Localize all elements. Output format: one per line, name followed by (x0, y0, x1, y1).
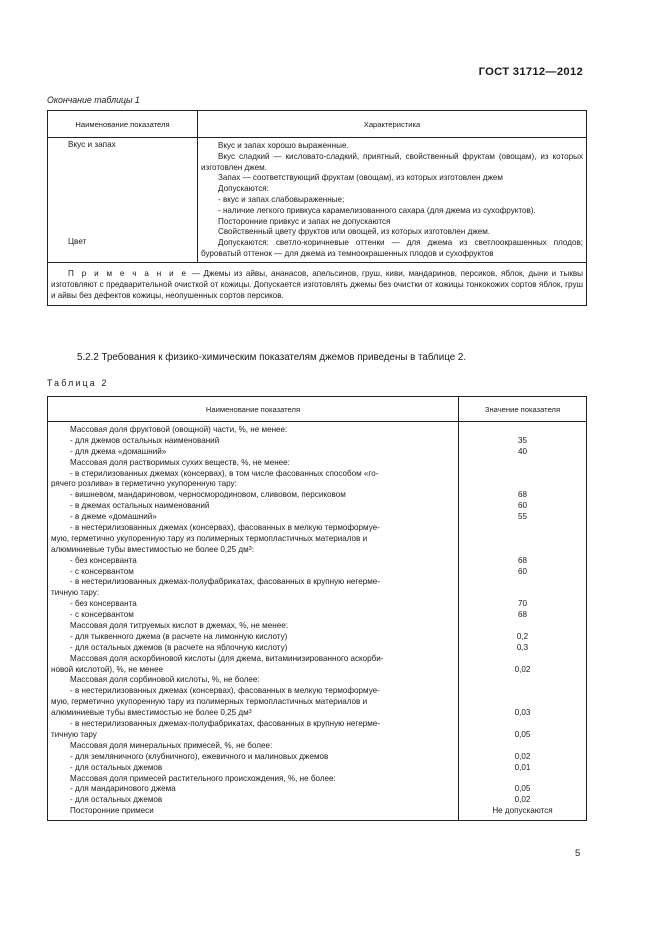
table2-row-name-text: Массовая доля фруктовой (овощной) части, %, не менее: (70, 425, 288, 434)
table1-caption: Окончание таблицы 1 (47, 95, 140, 105)
table2-row-name-text: - в джеме «домашний» (70, 512, 157, 522)
table2-row-name-text: Массовая доля аскорбиновой кислоты (для джема, витаминизированного аскорби- (70, 653, 384, 663)
table2-row-name (51, 523, 455, 534)
table1-taste-line: - вкус и запах слабовыраженные; (218, 194, 345, 204)
table1-note-label: П р и м е ч а н и е (68, 268, 189, 278)
table1-taste-line: Вкус сладкий — кисловато-сладкий, приятный, свойственный фруктам (овощам), из которых изготовлен джем. (201, 151, 583, 172)
table1-taste-line: Посторонние привкус и запах не допускаются (218, 216, 391, 226)
table2-row-name (51, 567, 455, 578)
table2-row-value: 60 (517, 501, 527, 511)
table2-row-value: 0,05 (514, 784, 531, 794)
table2-row-value (459, 534, 586, 545)
table2-row-name (51, 588, 455, 599)
table2-row-name-text: - для остальных джемов (70, 795, 163, 805)
table2-row-value (459, 425, 586, 436)
table2-row-value: 68 (517, 610, 527, 620)
table2-row-name-text: - без консерванта (70, 555, 137, 565)
table2-row-value (459, 479, 586, 490)
table2-row-value: 0,02 (514, 795, 531, 805)
table2-row-value: 0,01 (514, 762, 531, 772)
table2-row-value: 0,2 (516, 631, 529, 641)
table2-row-name (51, 730, 455, 741)
table2-row-value: 70 (517, 599, 527, 609)
table2-row-name (51, 665, 455, 676)
table2-row-value (459, 774, 586, 785)
table2-row-name-text: - вишневом, мандариновом, черносмородиновом, сливовом, персиковом (70, 490, 346, 500)
table1-row-taste-name: Вкус и запах (68, 140, 116, 149)
table2-row-name-text: Массовая доля минеральных примесей, %, не более: (70, 740, 273, 750)
table2-row-name-text: - в стерилизованных джемах (консервах), в том числе фасованных способом «го- (70, 468, 379, 478)
table2-row-name (51, 621, 455, 632)
table1-name-cell (48, 138, 198, 263)
table2-row-value: 60 (517, 566, 527, 576)
table2-row-value (459, 621, 586, 632)
table2-row-name (51, 763, 455, 774)
table2-row-value (459, 588, 586, 599)
table2-row-value: 0,05 (514, 729, 531, 739)
table2-row-name-text: - для тыквенного джема (в расчете на лимонную кислоту) (70, 631, 288, 641)
page-number: 5 (575, 848, 581, 859)
table2-row-name (51, 632, 455, 643)
table1-color-line: Допускаются: светло-коричневые оттенки — для джема из светлоокрашенных плодов; буроватый оттенок — для джема из темноокрашенных плодов и сухофруктов (201, 238, 583, 258)
table1-taste-line: Допускаются: (218, 184, 269, 194)
standard-code: ГОСТ 31712—2012 (478, 66, 583, 78)
table2-row-name-text: мую, герметично укупоренную тару из полимерных термопластичных материалов и (51, 697, 368, 707)
table2-row-name (51, 697, 455, 708)
table2-row-name (51, 556, 455, 567)
table2-row-name-text: Массовая доля титруемых кислот в джемах, %, не менее: (70, 621, 288, 631)
table2-row-name-text: - в нестерилизованных джемах (консервах), фасованных в мелкую термоформуе- (70, 686, 380, 696)
table2-row-name-text: - с консервантом (70, 610, 134, 620)
table2-row-value (459, 741, 586, 752)
table2-row-name-text: - в нестерилизованных джемах-полуфабрикатах, фасованных в крупную негерме- (70, 577, 380, 587)
table2-row-name-text: Посторонние примеси (70, 806, 154, 816)
table1-note-row (48, 262, 587, 306)
table2-row-value: 68 (517, 555, 527, 565)
table1-taste-line: Вкус и запах хорошо выраженные. (218, 141, 349, 150)
table2-row-name (51, 610, 455, 621)
table2-row-name-text: рячего розлива» в герметично укупоренную тару: (51, 479, 237, 489)
table2-col-name-header: Наименование показателя (48, 397, 459, 422)
table2-row-superscript: 3 (248, 709, 252, 716)
table2-row-name (51, 469, 455, 480)
table2-row-value (459, 654, 586, 665)
table2-row-tail: : (251, 544, 254, 554)
table1-col-char-header: Характеристика (198, 111, 587, 138)
table2-row-name-text: - для джемов остальных наименований (70, 435, 220, 445)
table2-row-name-text: - для земляничного (клубничного), ежевичного и малиновых джемов (70, 751, 329, 761)
table2-row-name-text: - в нестерилизованных джемах (консервах), фасованных в мелкую термоформуе- (70, 523, 380, 533)
table2-caption: Таблица 2 (47, 378, 109, 388)
table2-row-name (51, 795, 455, 806)
table1-row-color-name: Цвет (68, 237, 87, 246)
table2-row-name (51, 784, 455, 795)
table2-row-name (51, 436, 455, 447)
table2-row-value: 55 (517, 512, 527, 522)
table2-header-row (48, 397, 587, 422)
table2-row-name-text: алюминиевые тубы вместимостью не более 0,25 дм (51, 708, 249, 718)
table2-row-value: 0,02 (514, 751, 531, 761)
table2-row-name (51, 741, 455, 752)
table2-row-value: 40 (517, 446, 527, 456)
table2-row-value (459, 523, 586, 534)
table2-row-name-text: - для джема «домашний» (70, 446, 167, 456)
table2-row-value: 0,3 (516, 642, 529, 652)
table2 (47, 396, 587, 821)
table2-row-value (459, 686, 586, 697)
table2-row-name-text: Массовая доля растворимых сухих веществ, %, не менее: (70, 457, 290, 467)
table2-row-name (51, 643, 455, 654)
table2-row-name-text: Массовая доля сорбиновой кислоты, %, не более: (70, 675, 260, 685)
table2-row-name (51, 512, 455, 523)
table2-values-cell (459, 422, 587, 821)
table2-row-value: 0,03 (514, 708, 531, 718)
table2-row-name-text: мую, герметично укупоренную тару из полимерных термопластичных материалов и (51, 533, 368, 543)
table1 (47, 110, 587, 306)
table2-row-name-text: - для остальных джемов (70, 762, 163, 772)
table1-row-taste-color (48, 138, 587, 263)
table2-row-name (51, 545, 455, 556)
table2-row-name (51, 501, 455, 512)
table1-color-line: Свойственный цвету фруктов или овощей, из которых изготовлен джем. (218, 227, 491, 237)
table2-row-name (51, 479, 455, 490)
table2-row-name (51, 490, 455, 501)
table1-taste-line: - наличие легкого привкуса карамелизованного сахара (для джема из сухофруктов). (218, 205, 536, 215)
section-5-2-2: 5.2.2 Требования к физико-химическим показателям джемов приведены в таблице 2. (77, 352, 467, 363)
table2-row-value: 0,02 (514, 664, 531, 674)
table2-row-name (51, 599, 455, 610)
table2-row-name (51, 686, 455, 697)
table2-row-name-text: алюминиевые тубы вместимостью не более 0,25 дм (51, 544, 249, 554)
table2-row-value (459, 697, 586, 708)
table2-row-name-text: - без консерванта (70, 599, 137, 609)
table2-row-name (51, 577, 455, 588)
table1-char-cell (198, 138, 587, 263)
table2-row-value (459, 719, 586, 730)
table2-row-name (51, 447, 455, 458)
table2-row-name-text: Массовая доля примесей растительного происхождения, %, не более: (70, 773, 336, 783)
table2-row-name-text: - для мандаринового джема (70, 784, 176, 794)
table2-row-name-text: - в нестерилизованных джемах-полуфабрикатах, фасованных в крупную негерме- (70, 719, 380, 729)
table2-row-name (51, 774, 455, 785)
table2-row-name (51, 534, 455, 545)
table2-row-name (51, 719, 455, 730)
table2-row-name-text: - в джемах остальных наименований (70, 501, 210, 511)
table2-row-value: Не допускаются (492, 806, 553, 816)
table2-names-cell (48, 422, 459, 821)
table1-header-row (48, 111, 587, 138)
table1-taste-line: Запах — соответствующий фруктам (овощам), из которых изготовлен джем (218, 173, 503, 183)
table2-row-name (51, 654, 455, 665)
table2-row-value: 68 (517, 490, 527, 500)
table2-row-name-text: новой кислотой), %, не менее (51, 664, 163, 674)
table1-note (48, 262, 587, 306)
table2-row-name (51, 425, 455, 436)
table2-row-value (459, 577, 586, 588)
table2-col-value-header: Значение показателя (459, 397, 587, 422)
table2-row-superscript: 3 (248, 545, 252, 552)
table2-row-name (51, 675, 455, 686)
table2-body-row (48, 422, 587, 821)
table2-row-name-text: - с консервантом (70, 566, 134, 576)
table2-row-value (459, 458, 586, 469)
table1-col-name-header: Наименование показателя (48, 111, 198, 138)
table2-row-name (51, 752, 455, 763)
table2-row-name (51, 708, 455, 719)
table1-note-text: — Джемы из айвы, ананасов, апельсинов, груш, киви, мандаринов, персиков, яблок, дыни и тыквы изготовляют с предварительной очисткой от кожицы. Допускается изготовлять джемы без очистки от кожицы тонкокожих сортов яблок, груш и айвы без дефектов кожицы, неопушенных сортов персиков. (51, 268, 583, 301)
table2-row-value (459, 675, 586, 686)
table2-row-name-text: тичную тару: (51, 588, 100, 598)
table2-row-value (459, 469, 586, 480)
table2-row-name-text: - для остальных джемов (в расчете на яблочную кислоту) (70, 642, 288, 652)
table2-row-name-text: тичную тару (51, 729, 97, 739)
table2-row-name (51, 458, 455, 469)
table2-row-value: 35 (517, 435, 527, 445)
table2-row-name (51, 806, 455, 817)
table2-row-value (459, 545, 586, 556)
